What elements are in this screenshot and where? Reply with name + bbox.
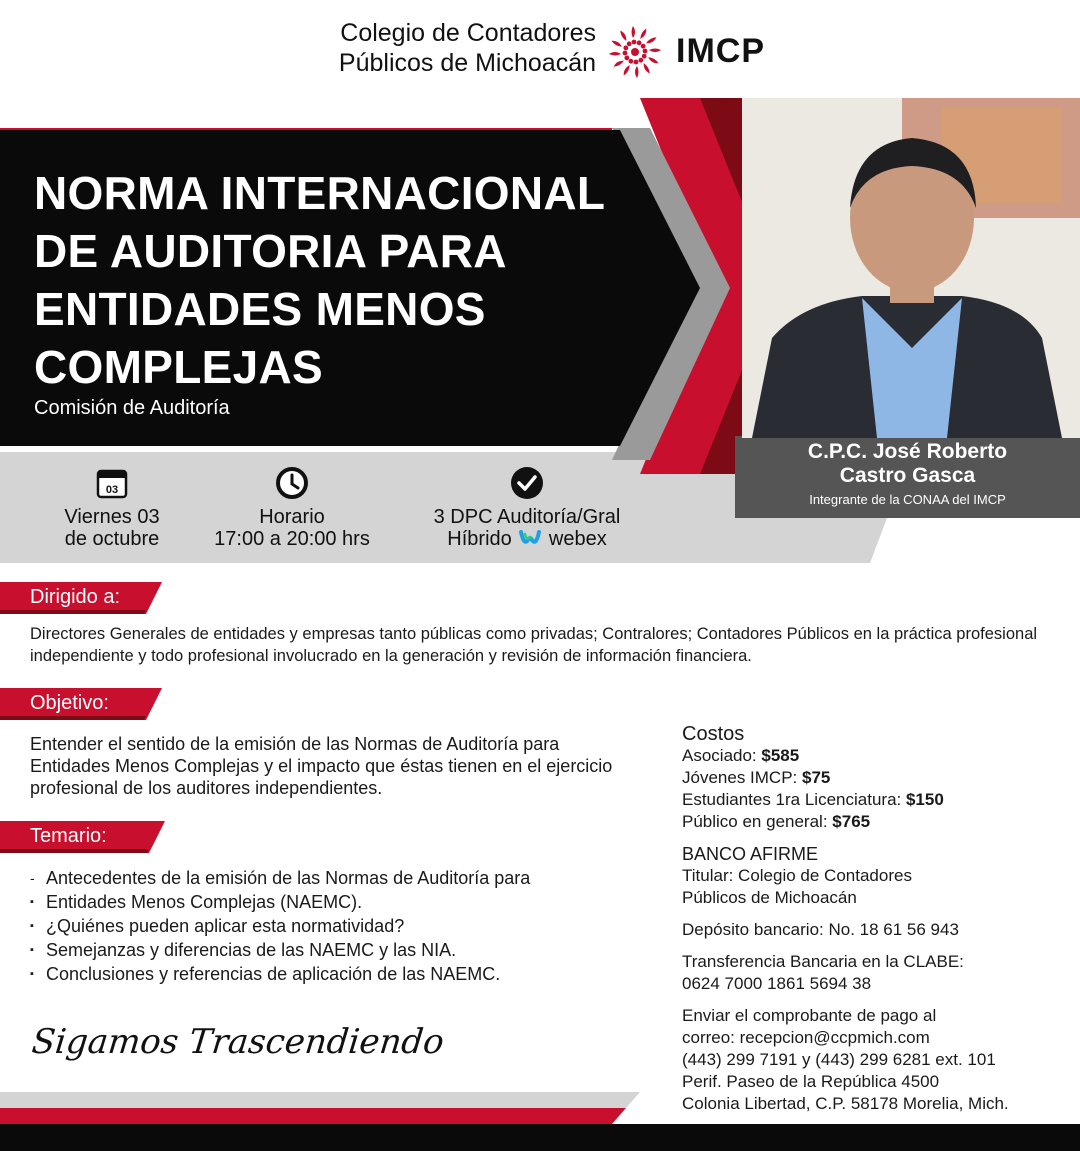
clabe-value: 0624 7000 1861 5694 38 (682, 974, 872, 993)
clock-icon (275, 466, 309, 500)
event-title (34, 164, 674, 396)
mode-platform: webex (548, 528, 607, 550)
org-name-line1: Colegio de Contadores (340, 19, 596, 47)
cost-label: Jóvenes IMCP: (682, 768, 802, 787)
cost-value: $765 (832, 812, 871, 831)
cost-value: $75 (802, 768, 831, 787)
deposit-row (682, 919, 1062, 941)
bank-name: BANCO AFIRME (682, 844, 819, 864)
dpc-line: 3 DPC Auditoría/Gral (433, 506, 621, 528)
checkmark-icon (510, 466, 544, 500)
dirigido-tag (0, 582, 162, 614)
bottom-gray (0, 1092, 640, 1108)
email-link[interactable]: recepcion@ccpmich.com (739, 1028, 930, 1047)
phones: (443) 299 7191 y (443) 299 6281 ext. 101 (682, 1050, 996, 1069)
cost-value: $585 (761, 746, 800, 765)
bottom-band (0, 1088, 1080, 1151)
cost-row (682, 811, 1062, 833)
send-line: Enviar el comprobante de pago al (682, 1006, 937, 1025)
holder-line2: Públicos de Michoacán (682, 888, 857, 907)
modality-info (402, 466, 652, 550)
time-line2: 17:00 a 20:00 hrs (214, 528, 370, 550)
organization-name (300, 18, 596, 78)
cost-label: Estudiantes 1ra Licenciatura: (682, 790, 906, 809)
time-info (196, 466, 388, 550)
cost-label: Asociado: (682, 746, 762, 765)
cost-value: $150 (905, 790, 944, 809)
costs-heading: Costos (682, 723, 745, 745)
speaker-role: Integrante de la CONAA del IMCP (809, 492, 1006, 507)
list-item: ▪ Conclusiones y referencias de aplicación de las NAEMC. (30, 962, 650, 986)
imcp-starburst-logo (603, 20, 667, 84)
title-line: NORMA INTERNACIONAL (34, 167, 606, 219)
imcp-brand: IMCP (676, 32, 765, 70)
address-line1: Perif. Paseo de la República 4500 (682, 1072, 940, 1091)
temario-tag (0, 821, 165, 853)
calendar-icon (95, 466, 129, 500)
date-info (44, 466, 180, 550)
mode-prefix: Híbrido (447, 528, 512, 550)
deposit-value: No. 18 61 56 943 (828, 920, 959, 939)
list-item: - Antecedentes de la emisión de las Normas de Auditoría para (30, 866, 650, 890)
speaker-photo (742, 98, 1080, 438)
dirigido-text: Directores Generales de entidades y empresas tanto públicas como privadas; Contralores; Contadores Públicos en la práctica profesional independiente y todo profesional involucrado en la generación y revisión de información financiera. (30, 625, 1038, 665)
bottom-black (0, 1124, 1080, 1151)
holder-line1: Titular: Colegio de Contadores (682, 866, 912, 885)
transfer-label: Transferencia Bancaria en la CLABE: (682, 952, 964, 971)
cost-row (682, 789, 1062, 811)
objetivo-text: Entender el sentido de la emisión de las Normas de Auditoría para Entidades Menos Complejas y el impacto que éstas tienen en el ejercicio profesional de los auditores independientes. (30, 734, 613, 798)
title-line: COMPLEJAS (34, 341, 323, 393)
speaker-name-line2: Castro Gasca (839, 464, 976, 487)
calendar-day: 03 (105, 484, 119, 496)
speaker-name-line1: C.P.C. José Roberto (807, 440, 1008, 463)
list-item: ▪ Entidades Menos Complejas (NAEMC). (30, 890, 650, 914)
dirigido-label: Dirigido a: (30, 586, 121, 608)
mode-line (402, 528, 652, 550)
deposit-label: Depósito bancario: (682, 920, 829, 939)
list-item: ▪ ¿Quiénes pueden aplicar esta normatividad? (30, 914, 650, 938)
cost-row (682, 767, 1062, 789)
list-item: ▪ Semejanzas y diferencias de las NAEMC y las NIA. (30, 938, 650, 962)
temario-list (30, 866, 650, 986)
date-line2: de octubre (64, 528, 160, 550)
org-name-line2: Públicos de Michoacán (338, 49, 596, 77)
cost-row (682, 745, 1062, 767)
objetivo-tag (0, 688, 162, 720)
speaker-name (735, 440, 1080, 488)
time-line1: Horario (259, 506, 325, 528)
date-line1: Viernes 03 (64, 506, 160, 528)
temario-label: Temario: (30, 825, 107, 847)
title-line: ENTIDADES MENOS (34, 283, 486, 335)
objetivo-label: Objetivo: (30, 692, 109, 714)
commission-label: Comisión de Auditoría (34, 397, 230, 419)
cost-label: Público en general: (682, 812, 833, 831)
email-row[interactable] (682, 1027, 1062, 1049)
address-line2: Colonia Libertad, C.P. 58178 Morelia, Mich. (682, 1094, 1009, 1113)
webex-icon (519, 528, 541, 548)
bottom-red (0, 1108, 626, 1124)
email-label: correo: (682, 1028, 740, 1047)
slogan: Sigamos Trascendiendo (29, 1022, 446, 1062)
costs-panel (682, 723, 1062, 1115)
title-line: DE AUDITORIA PARA (34, 225, 507, 277)
